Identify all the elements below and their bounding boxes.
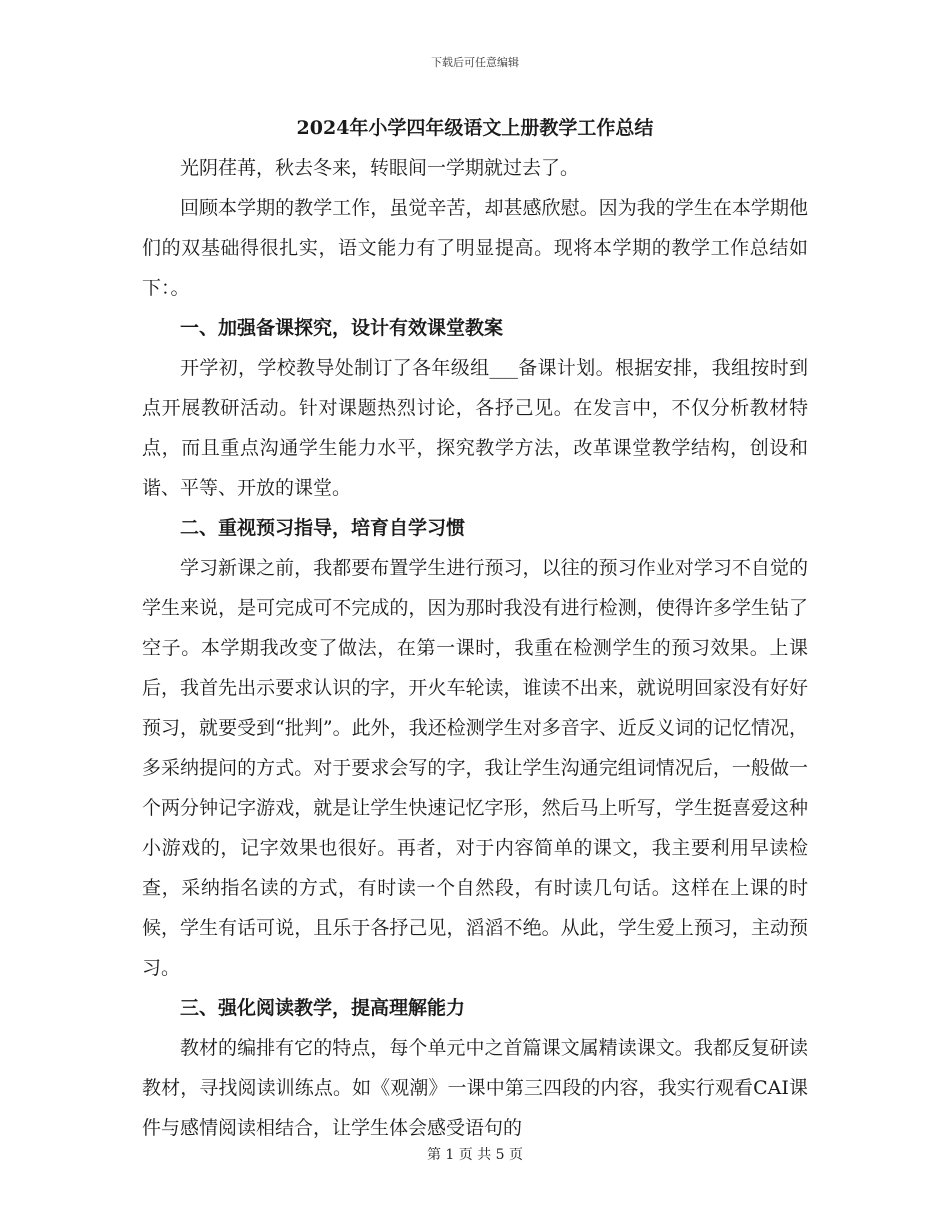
section-heading: 一、加强备课探究，设计有效课堂教案 — [180, 317, 504, 339]
section-paragraph: 教材的编排有它的特点，每个单元中之首篇课文属精读课文。我都反复研读教材，寻找阅读训练点。如《观潮》一课中第三四段的内容，我实行观看CAI课件与感情阅读相结合，让学生体会感受语句的 — [142, 1037, 808, 1139]
document-title: 2024年小学四年级语文上册教学工作总结 — [296, 117, 654, 139]
intro-paragraph: 光阴荏苒，秋去冬来，转眼间一学期就过去了。 — [180, 157, 580, 179]
section-paragraph: 学习新课之前，我都要布置学生进行预习，以往的预习作业对学习不自觉的学生来说，是可完成可不完成的，因为那时我没有进行检测，使得许多学生钻了空子。本学期我改变了做法，在第一课时，我重在检测学生的预习效果。上课后，我首先出示要求认识的字，开火车轮读，谁读不出来，就说明回家没有好好预习，就要受到“批判”。此外，我还检测学生对多音字、近反义词的记忆情况，多采纳提问的方式。对于要求会写的字，我让学生沟通完组词情况后，一般做一个两分钟记字游戏，就是让学生快速记忆字形，然后马上听写，学生挺喜爱这种小游戏的，记字效果也很好。再者，对于内容简单的课文，我主要利用早读检查，采纳指名读的方式，有时读一个自然段，有时读几句话。这样在上课的时候，学生有话可说，且乐于各抒己见，滔滔不绝。从此，学生爱上预习，主动预习。 — [142, 557, 808, 979]
intro-paragraph: 回顾本学期的教学工作，虽觉辛苦，却甚感欣慰。因为我的学生在本学期他们的双基础得很扎实，语文能力有了明显提高。现将本学期的教学工作总结如下：。 — [142, 197, 808, 299]
page-number: 第 1 页 共 5 页 — [426, 1147, 524, 1163]
document-body — [142, 108, 808, 1148]
section-heading: 三、强化阅读教学，提高理解能力 — [180, 997, 466, 1019]
section-paragraph: 开学初，学校教导处制订了各年级组___备课计划。根据安排，我组按时到点开展教研活动。针对课题热烈讨论，各抒己见。在发言中，不仅分析教材特点，而且重点沟通学生能力水平，探究教学方法，改革课堂教学结构，创设和谐、平等、开放的课堂。 — [142, 357, 808, 499]
page-header-note: 下载后可任意编辑 — [431, 56, 519, 69]
section-heading: 二、重视预习指导，培育自学习惯 — [180, 517, 466, 539]
